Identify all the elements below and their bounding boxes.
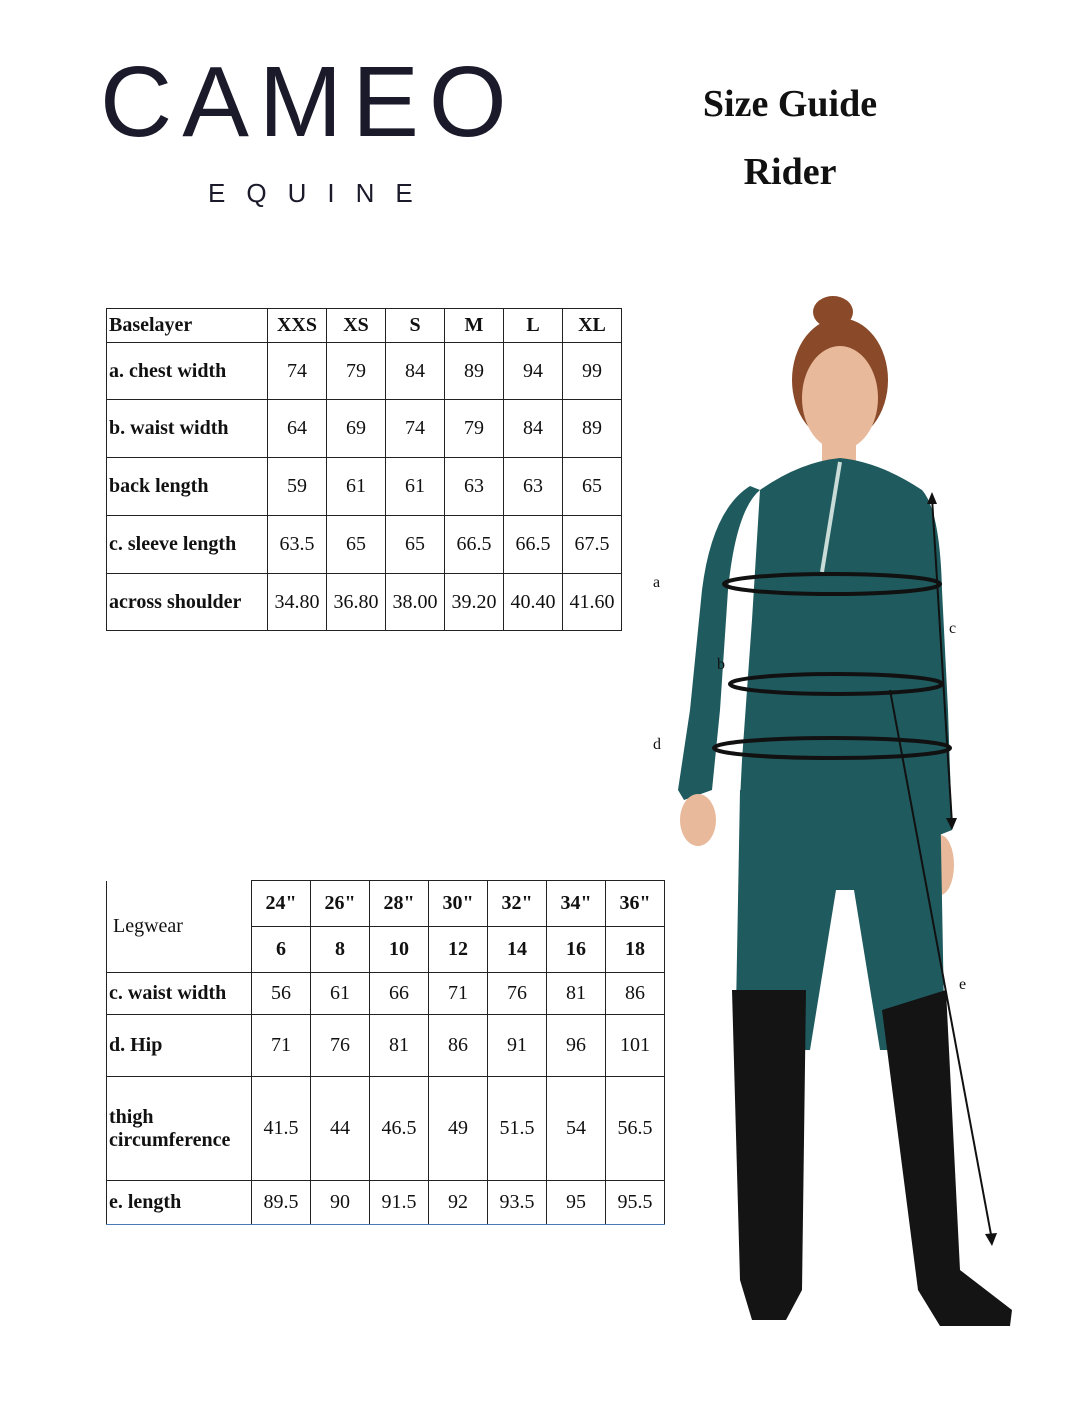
- cell: 51.5: [488, 1077, 547, 1181]
- cell: 61: [311, 973, 370, 1015]
- cell: 36.80: [327, 574, 386, 631]
- uk-size: 8: [311, 927, 370, 973]
- page-title: [660, 70, 920, 206]
- size-header: L: [504, 309, 563, 343]
- row-label: back length: [107, 458, 268, 516]
- table-row: [107, 1181, 665, 1225]
- cell: 84: [386, 343, 445, 400]
- brand-logo: [100, 46, 520, 209]
- brand-subtitle: EQUINE: [208, 178, 434, 208]
- row-label: e. length: [107, 1181, 252, 1225]
- cell: 74: [268, 343, 327, 400]
- cell: 64: [268, 400, 327, 458]
- cell: 84: [504, 400, 563, 458]
- cell: 94: [504, 343, 563, 400]
- cell: 92: [429, 1181, 488, 1225]
- cell: 86: [606, 973, 665, 1015]
- cell: 101: [606, 1015, 665, 1077]
- cell: 69: [327, 400, 386, 458]
- inch-size: 30": [429, 881, 488, 927]
- inch-size: 26": [311, 881, 370, 927]
- cell: 61: [327, 458, 386, 516]
- table-row: [107, 458, 622, 516]
- cell: 66: [370, 973, 429, 1015]
- cell: 81: [370, 1015, 429, 1077]
- cell: 67.5: [563, 516, 622, 574]
- cell: 66.5: [445, 516, 504, 574]
- cell: 61: [386, 458, 445, 516]
- cell: 46.5: [370, 1077, 429, 1181]
- row-label: c. sleeve length: [107, 516, 268, 574]
- inch-size: 32": [488, 881, 547, 927]
- table-row: [107, 973, 665, 1015]
- cell: 49: [429, 1077, 488, 1181]
- cell: 59: [268, 458, 327, 516]
- size-header: S: [386, 309, 445, 343]
- cell: 41.5: [252, 1077, 311, 1181]
- cell: 74: [386, 400, 445, 458]
- cell: 44: [311, 1077, 370, 1181]
- cell: 40.40: [504, 574, 563, 631]
- row-label: c. waist width: [107, 973, 252, 1015]
- cell: 54: [547, 1077, 606, 1181]
- cell: 41.60: [563, 574, 622, 631]
- cell: 89: [445, 343, 504, 400]
- cell: 39.20: [445, 574, 504, 631]
- table-row: [107, 1015, 665, 1077]
- cell: 90: [311, 1181, 370, 1225]
- size-header: XS: [327, 309, 386, 343]
- row-label: a. chest width: [107, 343, 268, 400]
- cell: 89.5: [252, 1181, 311, 1225]
- cell: 95.5: [606, 1181, 665, 1225]
- baselayer-header: Baselayer: [107, 309, 268, 343]
- cell: 71: [429, 973, 488, 1015]
- cell: 56.5: [606, 1077, 665, 1181]
- cell: 63: [504, 458, 563, 516]
- legwear-inch-row: [107, 881, 665, 927]
- cell: 65: [563, 458, 622, 516]
- cell: 66.5: [504, 516, 563, 574]
- cell: 91.5: [370, 1181, 429, 1225]
- inch-size: 28": [370, 881, 429, 927]
- inch-size: 24": [252, 881, 311, 927]
- cell: 81: [547, 973, 606, 1015]
- measure-label-e: e: [959, 976, 967, 993]
- cell: 93.5: [488, 1181, 547, 1225]
- uk-size: 6: [252, 927, 311, 973]
- brand-name: CAMEO: [100, 46, 517, 158]
- cell: 99: [563, 343, 622, 400]
- model-illustration: [640, 290, 1080, 1340]
- uk-size: 16: [547, 927, 606, 973]
- size-header: M: [445, 309, 504, 343]
- baselayer-table: [106, 308, 622, 631]
- row-label: thigh circumference: [107, 1077, 252, 1181]
- cell: 65: [327, 516, 386, 574]
- row-label: across shoulder: [107, 574, 268, 631]
- cell: 63: [445, 458, 504, 516]
- row-label: d. Hip: [107, 1015, 252, 1077]
- cell: 76: [311, 1015, 370, 1077]
- model-figure: [640, 290, 1080, 1340]
- measure-label-b: b: [717, 656, 725, 673]
- uk-size: 14: [488, 927, 547, 973]
- size-header: XXS: [268, 309, 327, 343]
- size-header: XL: [563, 309, 622, 343]
- cell: 71: [252, 1015, 311, 1077]
- measure-label-d: d: [653, 736, 661, 753]
- cell: 38.00: [386, 574, 445, 631]
- table-row: [107, 516, 622, 574]
- cell: 79: [327, 343, 386, 400]
- cell: 86: [429, 1015, 488, 1077]
- cell: 89: [563, 400, 622, 458]
- cell: 65: [386, 516, 445, 574]
- cell: 79: [445, 400, 504, 458]
- inch-size: 34": [547, 881, 606, 927]
- cell: 34.80: [268, 574, 327, 631]
- title-line-1: Size Guide: [702, 83, 878, 125]
- measure-label-a: a: [653, 574, 661, 591]
- uk-size: 18: [606, 927, 665, 973]
- cell: 95: [547, 1181, 606, 1225]
- row-label: b. waist width: [107, 400, 268, 458]
- table-row: [107, 343, 622, 400]
- cell: 96: [547, 1015, 606, 1077]
- table-row: [107, 574, 622, 631]
- cell: 91: [488, 1015, 547, 1077]
- table-row: [107, 1077, 665, 1181]
- cell: 56: [252, 973, 311, 1015]
- cell: 63.5: [268, 516, 327, 574]
- legwear-table: [106, 880, 665, 1225]
- inch-size: 36": [606, 881, 665, 927]
- cell: 76: [488, 973, 547, 1015]
- title-line-2: Rider: [743, 151, 837, 193]
- measure-label-c: c: [949, 620, 957, 637]
- legwear-header: Legwear: [107, 881, 252, 973]
- uk-size: 12: [429, 927, 488, 973]
- table-row: [107, 400, 622, 458]
- uk-size: 10: [370, 927, 429, 973]
- baselayer-header-row: [107, 309, 622, 343]
